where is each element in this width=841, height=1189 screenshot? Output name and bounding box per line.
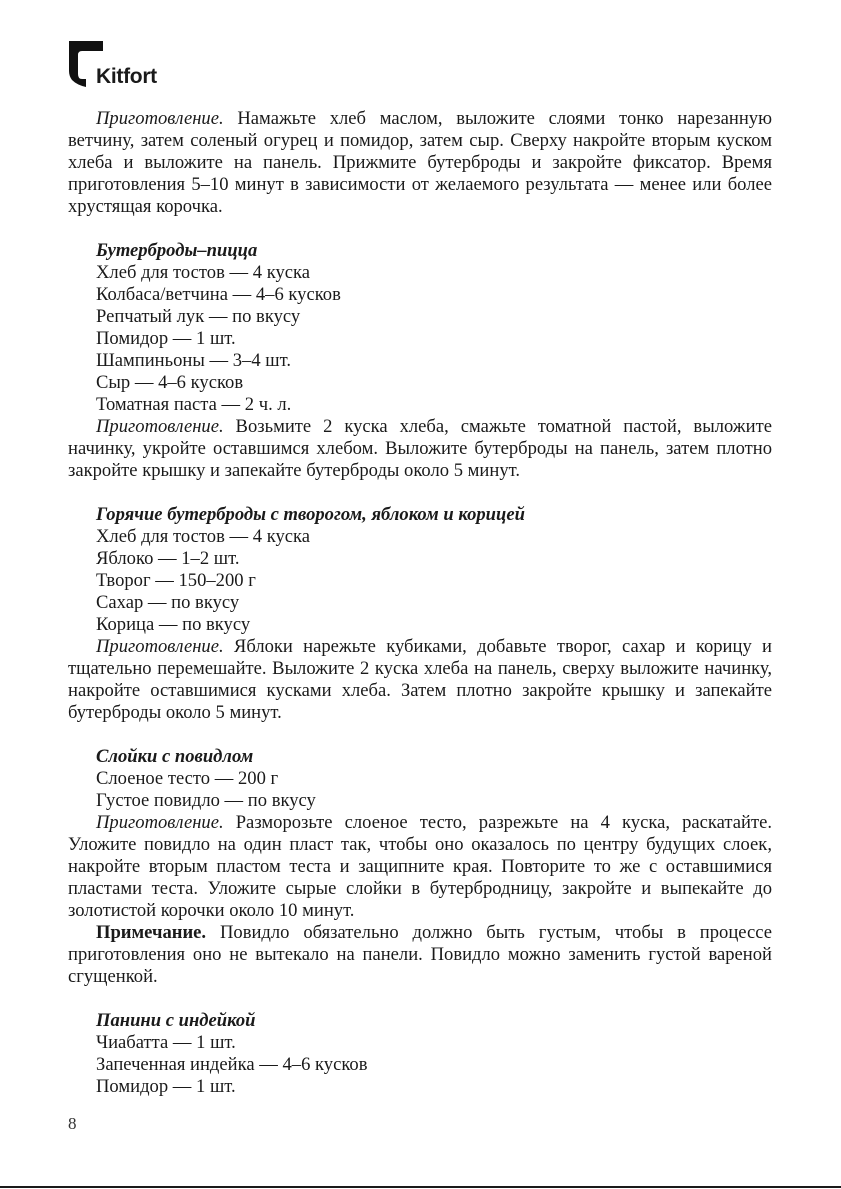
brand-logo [68,41,157,87]
ingredient-list-puffs [68,768,772,812]
method-paragraph-cottage-cheese [68,636,772,724]
note-text: Повидло обязательно должно быть густым, чтобы в процессе приготовления оно не вытекало на панели. Повидло можно заменить густой вареной сгущенкой. [68,922,772,987]
recipe-title-pizza: Бутерброды–пицца [96,240,258,261]
ingredient-item: Помидор — 1 шт. [96,328,236,349]
method-label: Приготовление. [96,812,224,833]
brand-name: Kitfort [96,65,157,88]
ingredient-item: Густое повидло — по вкусу [96,790,316,811]
recipe-title-panini: Панини с индейкой [96,1010,256,1031]
method-text: Яблоки нарежьте кубиками, добавьте творог, сахар и корицу и тщательно перемешайте. Выложите 2 куска хлеба на панель, сверху выложите начинку, накройте оставшимися кусками хлеба. Затем плотно закройте крышку и запекайте бутерброды около 5 минут. [68,636,772,723]
ingredient-item: Томатная паста — 2 ч. л. [96,394,292,415]
ingredient-item: Репчатый лук — по вкусу [96,306,301,327]
ingredient-item: Сахар — по вкусу [96,592,240,613]
method-text: Разморозьте слоеное тесто, разрежьте на 4 куска, раскатайте. Уложите повидло на один пласт так, чтобы оно оказалось по центру будущих слоек, накройте вторым пластом теста и защипните края. Повторите то же с оставшимися пластами теста. Уложите сырые слойки в бутербродницу, закройте и выпекайте до золотистой корочки около 10 минут. [68,812,772,921]
ingredient-list-pizza [68,262,772,416]
note-paragraph [68,922,772,988]
recipe-title-puffs: Слойки с повидлом [96,746,254,767]
ingredient-item: Запеченная индейка — 4–6 кусков [96,1054,368,1075]
ingredient-item: Помидор — 1 шт. [96,1076,236,1097]
intro-method-text: Намажьте хлеб маслом, выложите слоями тонко нарезанную ветчину, затем соленый огурец и помидор, затем сыр. Сверху накройте вторым куском хлеба и выложите на панель. Прижмите бутерброды и закройте фиксатор. Время приготовления 5–10 минут в зависимости от желаемого результата — менее или более хрустящая корочка. [68,108,772,217]
ingredient-item: Хлеб для тостов — 4 куска [96,262,311,283]
ingredient-item: Слоеное тесто — 200 г [96,768,279,789]
page-content [68,108,772,1098]
recipe-title-cottage-cheese: Горячие бутерброды с творогом, яблоком и корицей [96,504,525,525]
intro-paragraph [68,108,772,218]
page-number: 8 [68,1114,77,1133]
ingredient-item: Сыр — 4–6 кусков [96,372,244,393]
ingredient-list-panini [68,1032,772,1098]
method-label: Приготовление. [96,636,224,657]
intro-method-label: Приготовление. [96,108,224,129]
ingredient-item: Чиабатта — 1 шт. [96,1032,236,1053]
method-label: Приготовление. [96,416,224,437]
ingredient-item: Творог — 150–200 г [96,570,256,591]
ingredient-item: Корица — по вкусу [96,614,251,635]
bottom-rule [0,1186,841,1188]
ingredient-item: Хлеб для тостов — 4 куска [96,526,311,547]
ingredient-item: Шампиньоны — 3–4 шт. [96,350,291,371]
note-label: Примечание. [96,922,207,943]
ingredient-item: Яблоко — 1–2 шт. [96,548,240,569]
ingredient-item: Колбаса/ветчина — 4–6 кусков [96,284,341,305]
method-paragraph-puffs [68,812,772,922]
ingredient-list-cottage-cheese [68,526,772,636]
method-paragraph-pizza [68,416,772,482]
method-text: Возьмите 2 куска хлеба, смажьте томатной пастой, выложите начинку, укройте оставшимся хлебом. Выложите бутерброды на панель, затем плотно закройте крышку и запекайте бутерброды около 5 минут. [68,416,772,481]
